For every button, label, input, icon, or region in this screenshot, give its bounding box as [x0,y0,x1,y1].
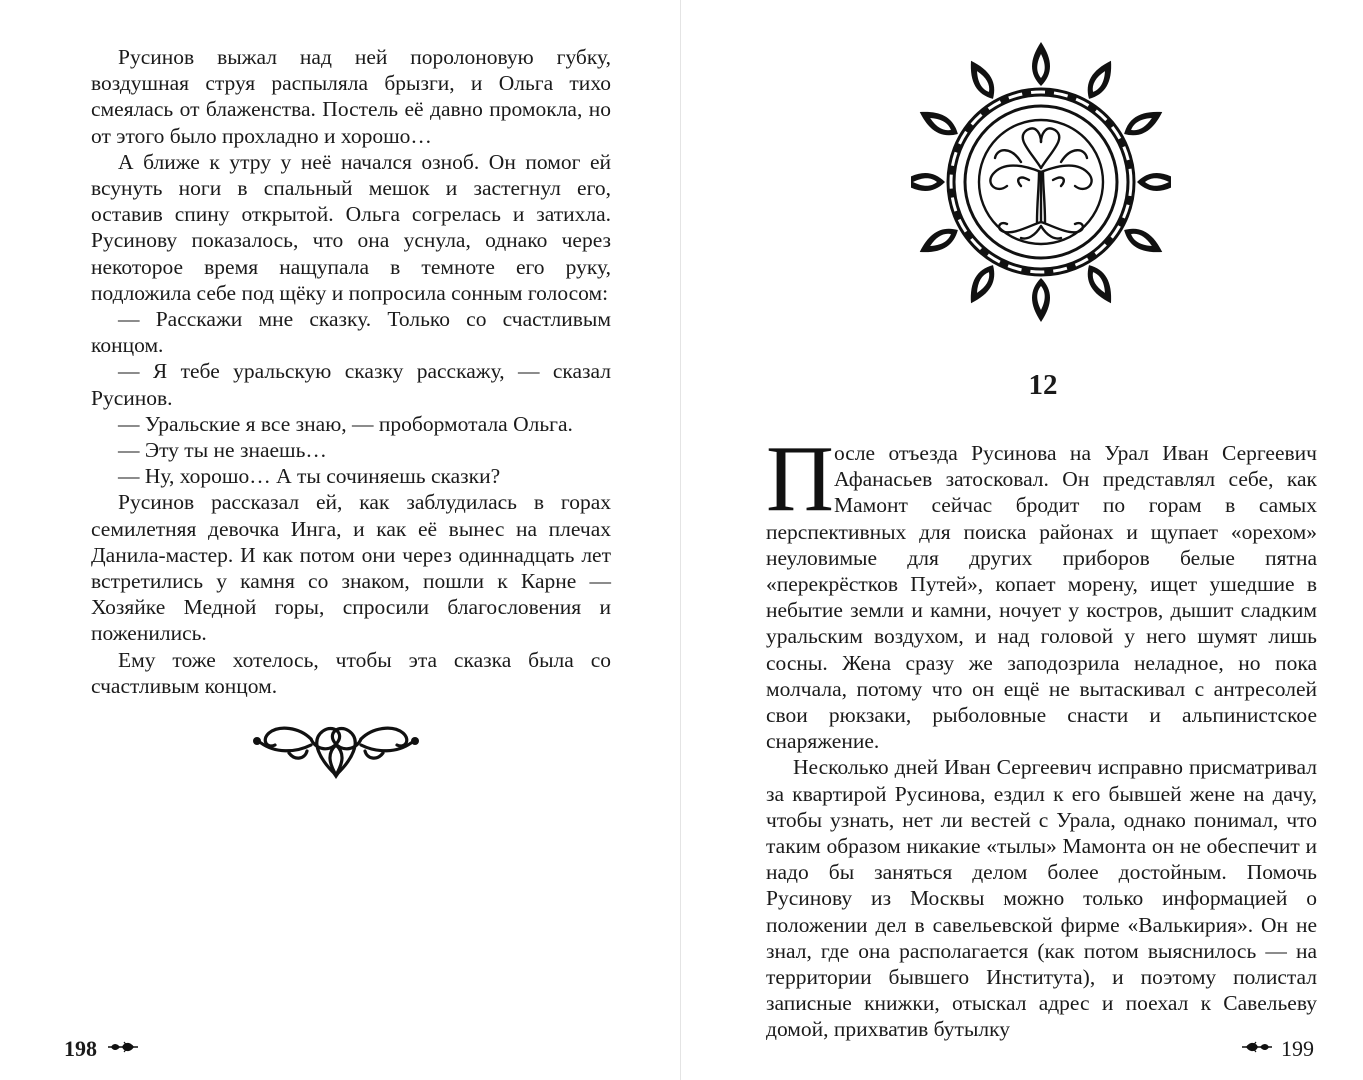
dialogue-line: — Я тебе уральскую сказку расскажу, — сказал Русинов. [91,359,611,410]
left-page-body [91,44,611,699]
dialogue-line: — Ну, хорошо… А ты сочиняешь сказки? [118,464,501,489]
drop-cap-space [766,427,834,531]
dialogue-line: — Эту ты не знаешь… [118,438,327,463]
right-page-body [766,427,1317,1043]
paragraph-text: осле отъезда Русинова на Урал Иван Сергеевич Афанасьев затосковал. Он представлял себе, как Мамонт сейчас бродит по горам в самых перспективных для поиска районах и щупает «орехом» неуловимые для других приборов белые пятна «перекрёстков Путей», копает морену, ищет ушедшие в небытие земли и камни, ночует у костров, дышит сладким уральским воздухом, и над головой у него шумят лишь сосны. Жена сразу же заподозрила неладное, но пока молчала, потому что он ещё не вытаскивал с антресолей свои рюкзаки, рыболовные снасти и альпинистское снаряжение. [766,441,1317,754]
paragraph: Русинов рассказал ей, как заблудилась в горах семилетняя девочка Инга, и как её вынес на плечах Данила-мастер. И как потом они через одиннадцать лет встретились у камня со знаком, пошли к Карне — Хозяйке Медной горы, спросили благословения и поженились. [91,490,611,646]
dialogue-line: — Расскажи мне сказку. Только со счастливым концом. [91,307,611,358]
drop-cap: П [766,427,834,531]
chapter-number: 12 [1028,369,1058,401]
paragraph: А ближе к утру у неё начался озноб. Он помог ей всунуть ноги в спальный мешок и застегнул его, оставив спину открытой. Ольга согрелась и затихла. Русинову показалось, что она уснула, однако через некоторое время нащупала в темноте его руку, подложила себе под щёку и попросила сонным голосом: [91,149,611,305]
paragraph: Ему тоже хотелось, чтобы эта сказка была со счастливым концом. [91,647,611,698]
celtic-knot-ornament-icon [249,713,423,788]
dialogue-line: — Уральские я все знаю, — пробормотала Ольга. [118,411,573,436]
paragraph-with-drop-cap [766,427,1317,754]
page-number-right: 199 [1281,1036,1314,1061]
leaf-fleuron-icon [1240,1040,1274,1059]
leaf-fleuron-icon [106,1040,140,1059]
celtic-tree-of-life-sun-icon [911,40,1171,330]
paragraph: Русинов выжал над ней поролоновую губку, воздушная струя распыляла брызги, и Ольга тихо смеялась от блаженства. Постель её давно промокла, но от этого было прохладно и хорошо… [91,45,611,148]
book-gutter [680,0,681,1080]
page-number-left: 198 [64,1036,97,1061]
paragraph: Несколько дней Иван Сергеевич исправно присматривал за квартирой Русинова, ездил к его бывшей жене на дачу, чтобы узнать, нет ли вестей с Урала, однако понимал, что таким образом никакие «тылы» Мамонта он не обеспечит и надо бы заняться делом более достойным. Помочь Русинову из Москвы можно только информацией о положении дел в савельевской фирме «Валькирия». Он не знал, где она располагается (как потом выяснилось — на территории бывшего Института), и поэтому полистал записные книжки, отыскал адрес и поехал к Савельеву домой, прихватив бутылку [766,755,1317,1042]
